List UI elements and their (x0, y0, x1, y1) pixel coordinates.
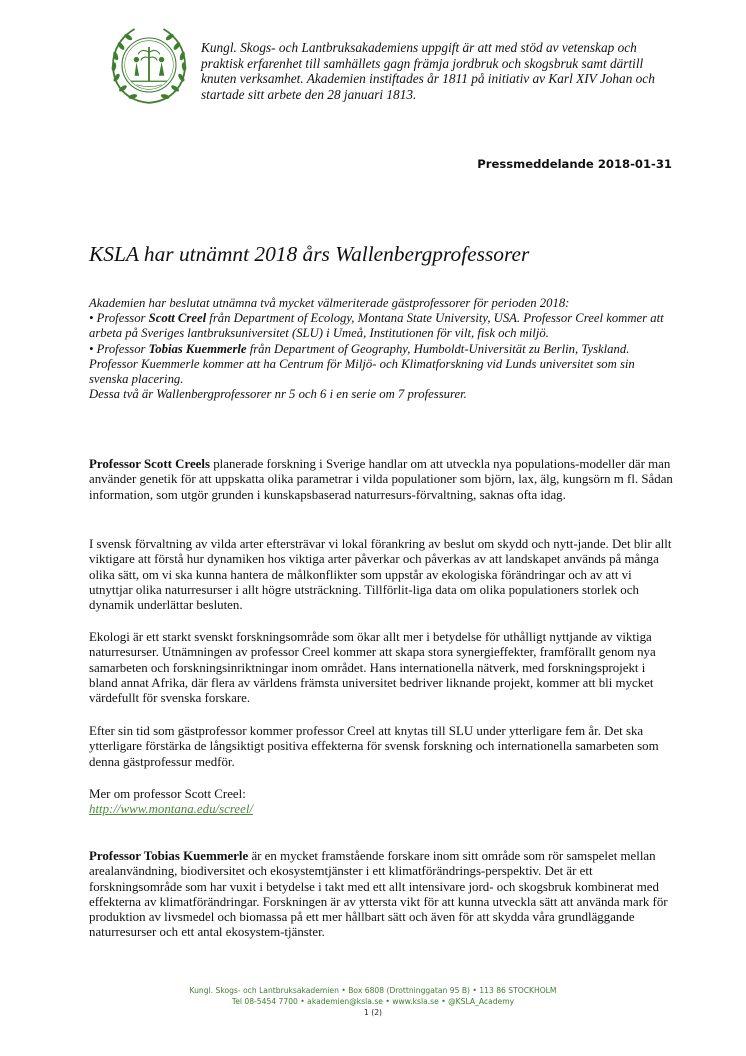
mission-line: praktisk erfarenhet till samhällets gagn främja jordbruk och skogsbruk samt därtill (201, 55, 644, 71)
mission-line: knuten verksamhet. Akademien instiftades år 1811 på initiativ av Karl XIV Johan och (201, 71, 655, 87)
paragraph-lead-name: Professor Tobias Kuemmerle (89, 849, 249, 863)
mission-line: Kungl. Skogs- och Lantbruksakademiens uppgift är att med stöd av vetenskap och (201, 40, 637, 55)
lead-professor-kuemmerle: • Professor Tobias Kuemmerle från Department of Geography, Humboldt-Universität zu Berlin, Tyskland. Professor Kuemmerle kommer att ha Centrum för Miljö- och Klimatforskning vid Lunds universitet som sin svenska placering. (89, 341, 635, 387)
footer-contact: Tel 08-5454 7700 • akademien@ksla.se • www.ksla.se • @KSLA_Academy (231, 997, 515, 1006)
paragraph-after-term: Efter sin tid som gästprofessor kommer professor Creel att knytas till SLU under ytterligare fem år. Det ska ytterligare förstärka de långsiktigt positiva effekterna för svensk forskning och internationella samarbeten som denna gästprofessur medför. (89, 724, 659, 769)
lead-summary (89, 296, 669, 402)
ksla-seal-logo (104, 20, 194, 110)
page-footer (0, 985, 746, 1018)
more-info-label: Mer om professor Scott Creel: (89, 787, 246, 801)
mission-line: startade sitt arbete den 28 januari 1813. (201, 86, 417, 102)
lead-closing: Dessa två är Wallenbergprofessorer nr 5 och 6 i en serie om 7 professurer. (89, 387, 467, 402)
more-info-creel (89, 787, 673, 818)
paragraph-ecology: Ekologi är ett starkt svenskt forskningsområde som ökar allt mer i betydelse för uthålligt nyttjande av viktiga naturresurser. Utnämningen av professor Creel kommer att skapa stora synergieffekter, framförallt genom nya samarbeten och forskningsinriktningar inom området. Hans internationella nätverk, med forskningsprojekt i bland annat Afrika, där flera av världens främsta universitet bedriver liknande projekt, kommer att bli mycket värdefullt för svenska forskare. (89, 630, 656, 706)
paragraph-creel-research: Professor Scott Creels planerade forskning i Sverige handlar om att utveckla nya populations-modeller där man använder genetik för att uppskatta olika parametrar i vilda populationer som björn, lax, älg, kungsörn m fl. Sådan information, som utgör grunden i kunskapsbaserad naturresurs-förvaltning, saknas ofta idag. (89, 457, 673, 502)
page-number: 1 (2) (363, 1008, 382, 1017)
lead-professor-creel: • Professor Scott Creel från Department of Ecology, Montana State University, USA. Professor Creel kommer att arbeta på Sveriges lantbruksuniversitet (SLU) i Umeå, Institutionen för vilt, fisk och miljö. (89, 311, 664, 341)
paragraph-wildlife-management: I svensk förvaltning av vilda arter eftersträvar vi lokal förankring av beslut om skydd och nytt-jande. Det blir allt viktigare att förstå hur dynamiken hos viktiga arter påverkar och påverkas av att landskapet används på många olika sätt, om vi ska kunna hantera de målkonflikter som uppstår av ekologiska förändringar och av att vi utnyttjar olika naturresurser i allt högre utsträckning. Tillförlit-liga data om olika populationers storlek och dynamik underlättar besluten. (89, 537, 672, 613)
page-title: KSLA har utnämnt 2018 års Wallenbergprofessorer (89, 242, 530, 266)
paragraph-kuemmerle-research: Professor Tobias Kuemmerle är en mycket framstående forskare inom sitt område som rör samspelet mellan arealanvändning, biodiversitet och ekosystemtjänster i ett klimatförändrings-perspektiv. Det är ett forskningsområde som har vuxit i betydelse i takt med ett allt intensivare jord- och skogsbruk kombinerat med effekterna av klimatförändringar. Forskningen är av yttersta vikt för att kunna utveckla sätt att använda mark för produktion av livsmedel och biomassa på ett mer hållbart sätt och även för att skydda våra grundläggande naturresurser och ett antal ekosystem-tjänster. (89, 849, 668, 940)
lead-intro: Akademien har beslutat utnämna två mycket välmeriterade gästprofessorer för perioden 2018: (89, 296, 570, 310)
press-release-date: Pressmeddelande 2018-01-31 (477, 157, 672, 171)
paragraph-lead-name: Professor Scott Creels (89, 457, 210, 471)
footer-address: Kungl. Skogs- och Lantbruksakademien • Box 6808 (Drottninggatan 95 B) • 113 86 STOCKHOLM (189, 986, 557, 995)
creel-profile-link[interactable]: http://www.montana.edu/screel/ (89, 802, 253, 817)
professor-name-kuemmerle: Tobias Kuemmerle (148, 341, 247, 356)
academy-mission-statement (201, 40, 691, 102)
professor-name-creel: Scott Creel (148, 311, 207, 326)
